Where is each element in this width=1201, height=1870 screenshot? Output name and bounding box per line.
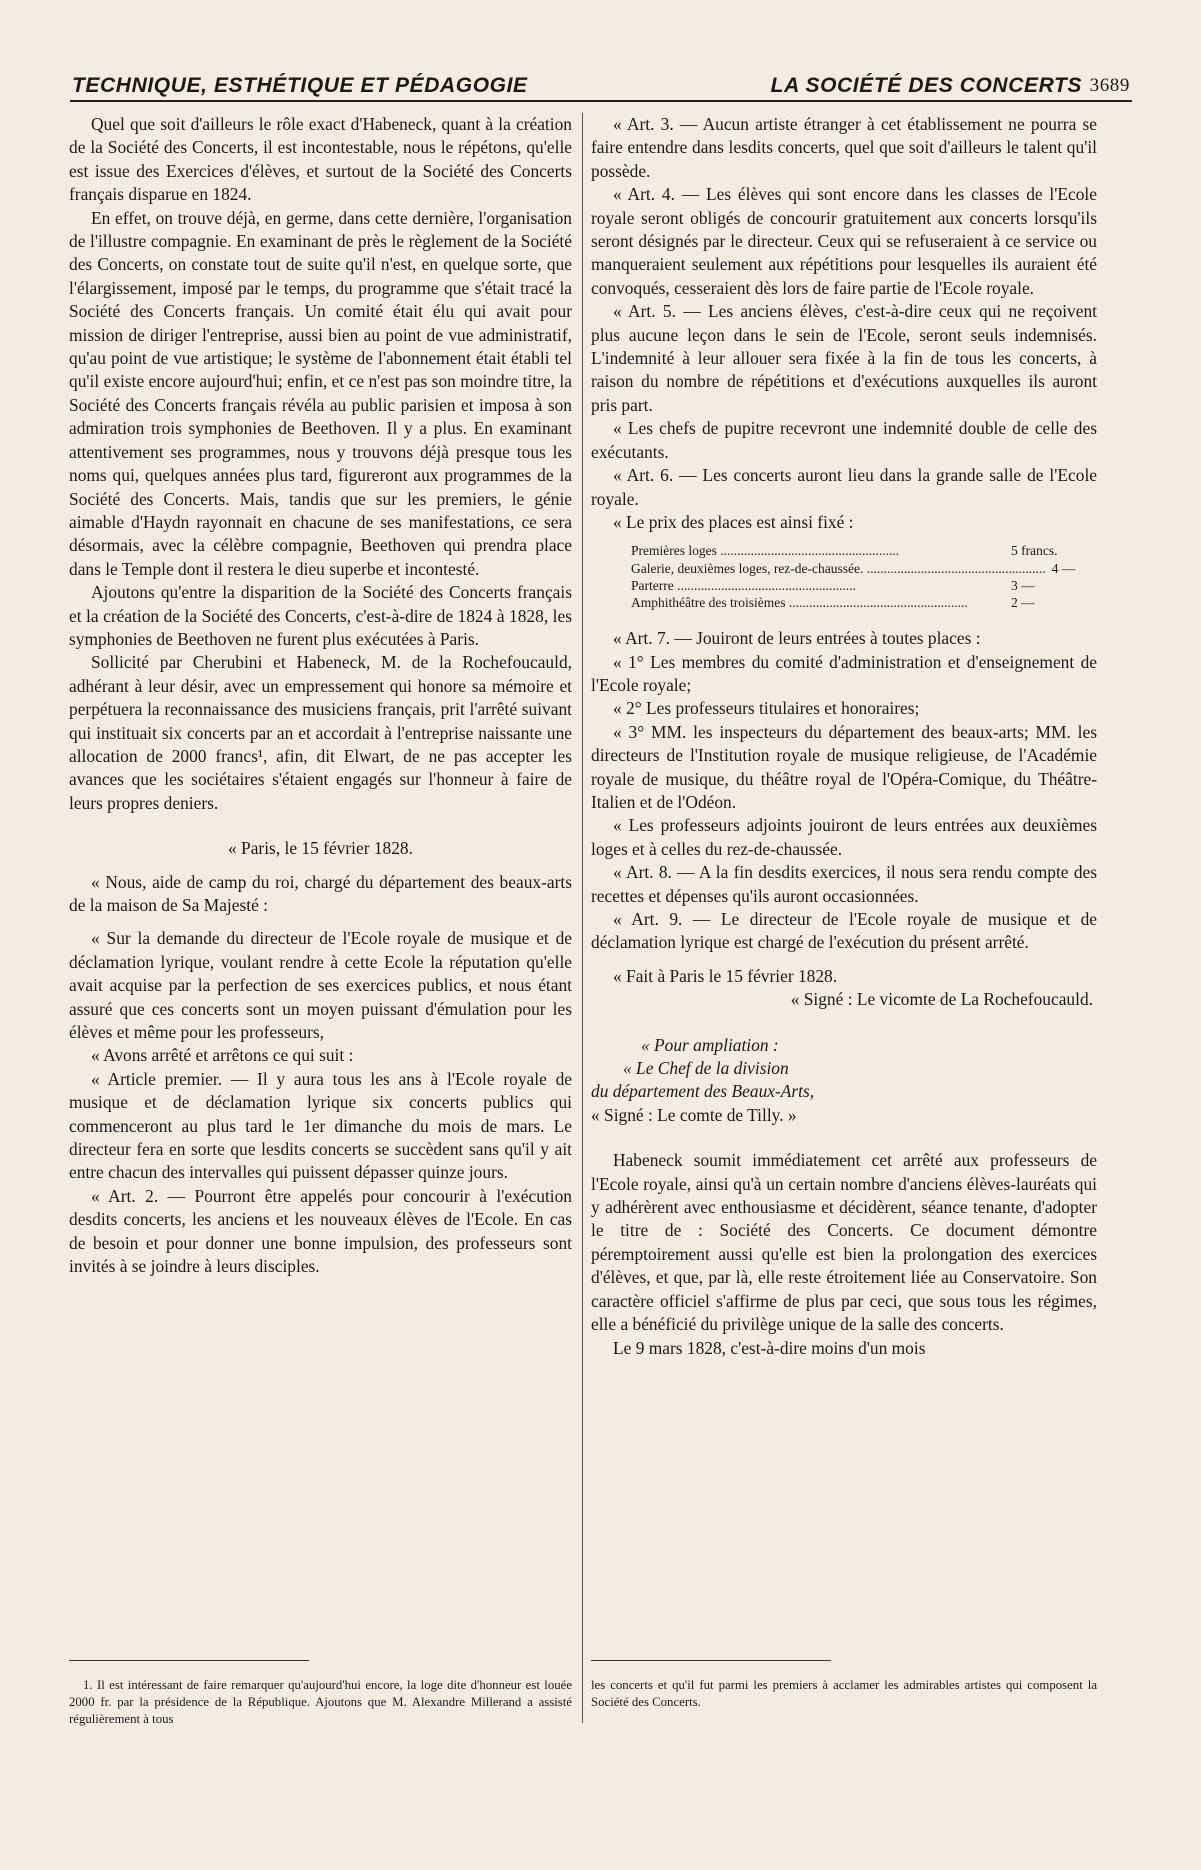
decree-article: « Art. 2. — Pourront être appelés pour concourir à l'exécution desdits concerts, les anciens et les nouveaux élèves de l'Ecole. En cas de besoin et pour donner une bonne impulsion, des professeurs sont invités à se joindre à leurs disciples. [69,1185,572,1277]
paragraph: Le 9 mars 1828, c'est-à-dire moins d'un mois [613,1337,926,1358]
decree-paragraph: « Le prix des places est ainsi fixé : [613,511,854,532]
paragraph: En effet, on trouve déjà, en germe, dans cette dernière, l'organisation de l'illustre compagnie. En examinant de près le règlement de la Société des Concerts, on constate tout de suite qu'il n'est, en quelque sorte, que l'élargissement, imposé par le temps, du programme que s'était tracé la Société des Concerts français. Un comité était élu qui avait pour mission de diriger l'entreprise, aussi bien au point de vue administratif, qu'au point de vue artistique; le système de l'abonnement était établi tel qu'il existe encore aujourd'hui; enfin, et ce n'est pas son moindre titre, la Société des Concerts français révéla au public parisien et imposa à son admiration trois symphonies de Beethoven. Il y a plus. En examinant attentivement ses programmes, nous y trouvons déjà presque tous les noms qui, quelques années plus tard, figureront aux programmes de la Société des Concerts. Mais, tandis que sur les premiers, le génie aimable d'Haydn rayonnait en chacune de ses manifestations, ce sera désormais, avec la célèbre compagnie, Beethoven qui prendra place dans le Temple dont il restera le dieu superbe et incontesté. [69,207,572,579]
footnote-text: les concerts et qu'il fut parmi les premiers à acclamer les admirables artistes qui composent la Société des Concerts. [591,1678,1097,1709]
left-footnote [69,1677,572,1728]
decree-closing: « Fait à Paris le 15 février 1828. [613,965,838,986]
spacer [591,1127,1097,1149]
spacer [591,1012,1097,1034]
decree-article: « Art. 7. — Jouiront de leurs entrées à toutes places : [613,628,981,649]
decree-paragraph: « 2° Les professeurs titulaires et honoraires; [613,698,920,719]
price-value: 3 — [1011,577,1035,593]
price-row [631,542,1061,559]
decree-date: « Paris, le 15 février 1828. [228,838,413,859]
price-table [631,542,1076,611]
spacer [69,861,572,871]
decree-paragraph: « Nous, aide de camp du roi, chargé du département des beaux-arts de la maison de Sa Majesté : [69,871,572,915]
right-column [591,113,1097,1360]
footnote-rule [69,1660,309,1661]
decree-paragraph: « Les chefs de pupitre recevront une indemnité double de celle des exécutants. [591,418,1097,462]
header-rule [70,100,1132,102]
decree-paragraph: « Avons arrêté et arrêtons ce qui suit : [91,1045,354,1066]
page-number: 3689 [1089,75,1130,96]
paragraph: Sollicité par Cherubini et Habeneck, M. de la Rochefoucauld, adhérant à leur désir, avec un empressement qui honore sa mémoire et perpétuera la reconnaissance des musiciens français, prit l'arrêté suivant qui instituait six concerts par an et accordait à l'entreprise naissante une allocation de 2000 francs¹, afin, dit Elwart, de ne pas accepter les avances que les sociétaires s'étaient engagés sur l'honneur à faire de leurs propres deniers. [69,652,572,813]
ampliation-signature: « Signé : Le comte de Tilly. » [591,1104,797,1125]
price-label: Galerie, deuxièmes loges, rez-de-chaussée. ..................................................... [631,560,1046,576]
right-footnote [591,1677,1097,1711]
paragraph: Ajoutons qu'entre la disparition de la Société des Concerts français et la création de la Société des Concerts, c'est-à-dire de 1824 à 1828, les symphonies de Beethoven ne furent plus exécutées à Paris. [69,582,572,649]
decree-paragraph: « Sur la demande du directeur de l'Ecole royale de musique et de déclamation lyrique, voulant rendre à cette Ecole la réputation qu'elle avait acquise par la perfection de ses exercices publics, et nous étant assuré que ces concerts sont un moyen puissant d'émulation pour les élèves et même pour les professeurs, [69,928,572,1043]
decree-article: « Art. 4. — Les élèves qui sont encore dans les classes de l'Ecole royale seront obligés de concourir gratuitement aux concerts lorsqu'ils seront désignés par le directeur. Ceux qui se refuseraient à ce service ou manqueraient seulement aux répétitions pour lesquelles ils auraient été convoqués, cesseraient dès lors de faire partie de l'Ecole royale. [591,184,1097,298]
decree-article: « Art. 5. — Les anciens élèves, c'est-à-dire ceux qui ne reçoivent plus aucune leçon dans le sein de l'Ecole, seront seuls indemnisés. L'indemnité à leur allouer sera fixée à la fin de tous les concerts, à raison du nombre de répétitions et d'exécutions auxquelles ils auront pris part. [591,301,1097,415]
ampliation-line: « Le Chef de la division [623,1058,789,1079]
price-value: 4 — [1051,560,1076,576]
footnote-rule [591,1660,831,1661]
price-row [631,594,1061,611]
decree-article: « Art. 9. — Le directeur de l'Ecole royale de musique et de déclamation lyrique est chargé de l'exécution du présent arrêté. [591,909,1097,953]
price-label: Premières loges ..................................................... [631,543,900,559]
ampliation-line: « Pour ampliation : [641,1034,779,1055]
decree-article: « Art. 8. — A la fin desdits exercices, il nous sera rendu compte des recettes et dépenses qu'ils auront occasionnées. [591,862,1097,906]
decree-paragraph: « 3° MM. les inspecteurs du département des beaux-arts; MM. les directeurs de l'Institution royale de musique religieuse, de l'Académie royale de musique, du théâtre royal de l'Opéra-Comique, du Théâtre-Italien et de l'Odéon. [591,721,1097,812]
header-right-title: LA SOCIÉTÉ DES CONCERTS [770,74,1082,97]
header-left-title: TECHNIQUE, ESTHÉTIQUE ET PÉDAGOGIE [72,74,528,97]
spacer [69,815,572,837]
price-value: 2 — [1011,594,1035,610]
running-header [72,74,1130,102]
signature: « Signé : Le vicomte de La Rochefoucauld. [790,989,1093,1010]
decree-article: « Art. 6. — Les concerts auront lieu dans la grande salle de l'Ecole royale. [591,465,1097,509]
decree-paragraph: « 1° Les membres du comité d'administration et d'enseignement de l'Ecole royale; [591,651,1097,695]
paragraph: Quel que soit d'ailleurs le rôle exact d'Habeneck, quant à la création de la Société des Concerts, il est incontestable, nous le répétons, qu'elle est issue des Exercices d'élèves, et surtout de la Société des Concerts français disparue en 1824. [69,114,572,205]
left-column [69,113,572,1279]
price-label: Parterre ..................................................... [631,577,856,593]
ampliation-line: du département des Beaux-Arts, [591,1081,815,1102]
price-label: Amphithéâtre des troisièmes ..................................................... [631,594,968,610]
footnote-text: 1. Il est intéressant de faire remarquer qu'aujourd'hui encore, la loge dite d'honneur est louée 2000 fr. par la présidence de la République. Ajoutons que M. Alexandre Millerand a assisté régulièrement à tous [69,1678,572,1726]
decree-paragraph: « Les professeurs adjoints jouiront de leurs entrées aux deuxièmes loges et à celles du rez-de-chaussée. [591,815,1097,859]
price-row [631,577,1061,594]
price-value: 5 francs. [1011,543,1058,559]
decree-article: « Art. 3. — Aucun artiste étranger à cet établissement ne pourra se faire entendre dans lesdits concerts, quel que soit d'ailleurs le talent qu'il possède. [591,114,1097,181]
price-row [631,560,1076,577]
paragraph: Habeneck soumit immédiatement cet arrêté aux professeurs de l'Ecole royale, ainsi qu'à un certain nombre d'anciens élèves-lauréats qui y adhérèrent avec enthousiasme et décidèrent, séance tenante, d'adopter le titre de : Société des Concerts. Ce document démontre péremptoirement aussi qu'elle est bien la prolongation des exercices d'élèves, et que, par là, elle reste étroitement liée au Conservatoire. Son caractère officiel s'affirme de plus par ceci, que sous tous les régimes, elle a bénéficié du privilège unique de la salle des concerts. [591,1150,1097,1335]
spacer [69,917,572,927]
decree-article: « Article premier. — Il y aura tous les ans à l'Ecole royale de musique et de déclamation lyrique six concerts publics qui commenceront au plus tard le 1er dimanche du mois de mars. Le directeur fera en sorte que lesdits concerts se succèdent sans qu'il y ait entre chacun des intervalles qui puissent dépasser quinze jours. [69,1068,572,1183]
spacer [591,955,1097,965]
column-divider [582,113,583,1723]
